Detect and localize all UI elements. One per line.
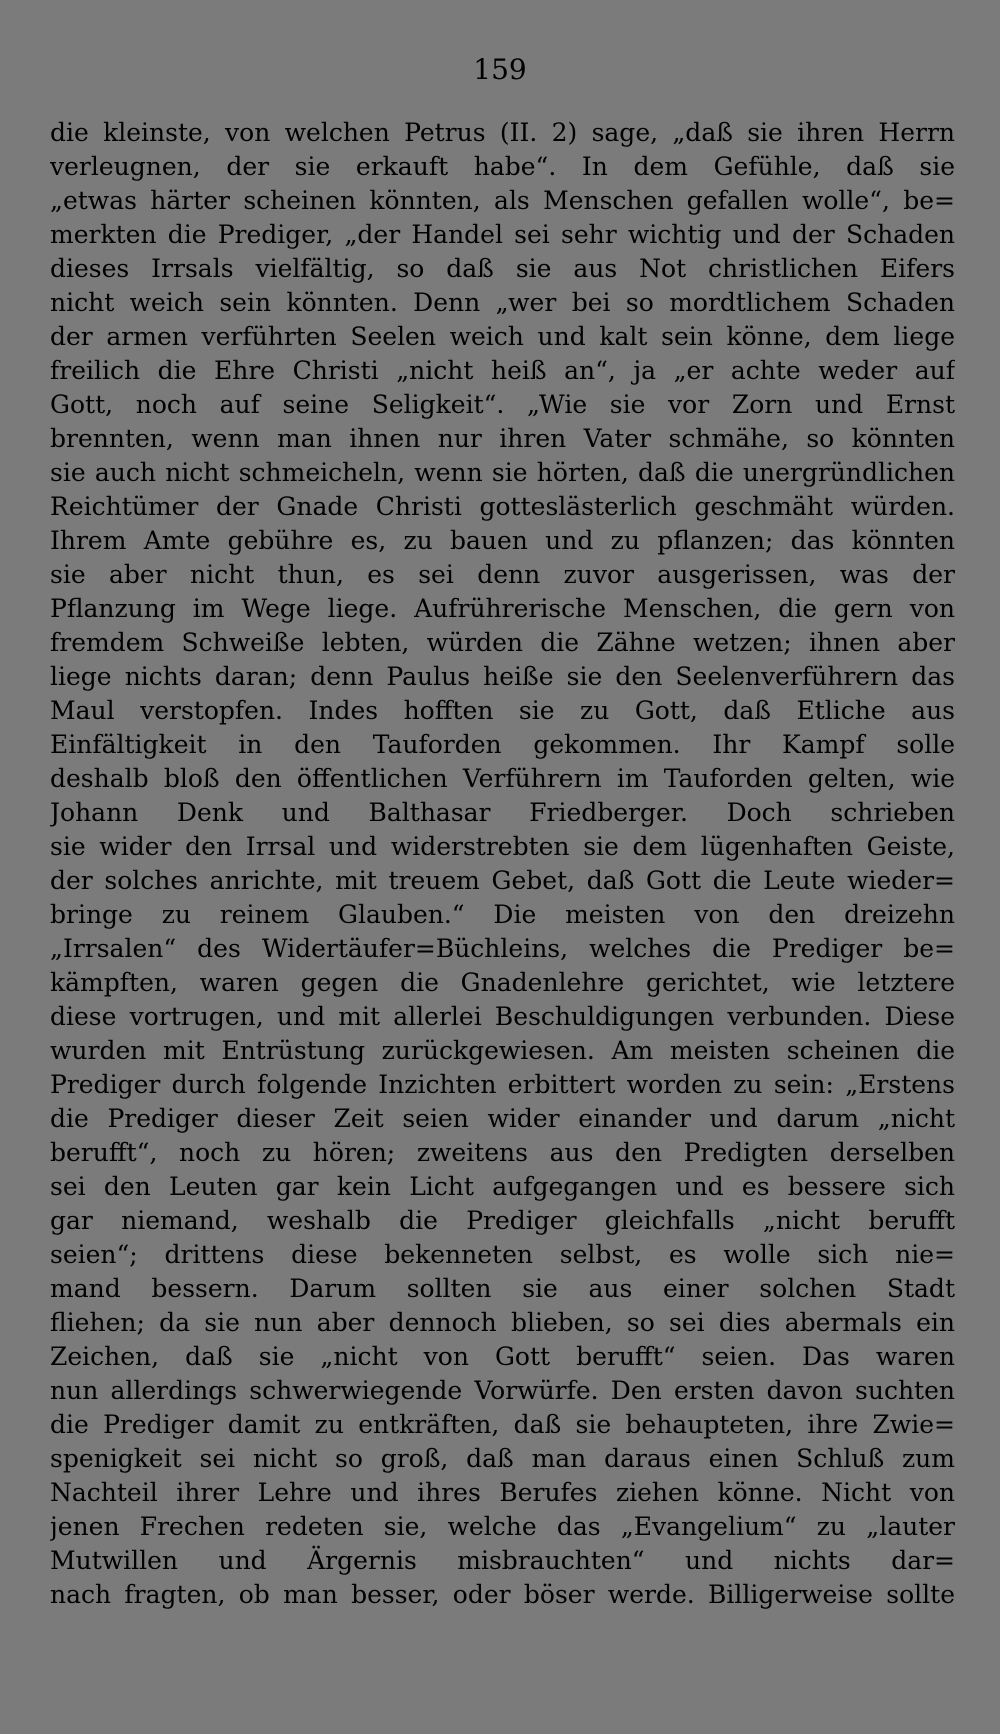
- text-line: Zeichen, daß sie „nicht von Gott berufft“ seien. Das waren: [50, 1342, 955, 1371]
- text-line: seien“; drittens diese bekenneten selbst, es wolle sich nie=: [50, 1240, 955, 1269]
- text-line: sie aber nicht thun, es sei denn zuvor ausgerissen, was der: [50, 560, 955, 589]
- text-line: deshalb bloß den öffentlichen Verführern im Tauforden gelten, wie: [50, 764, 955, 793]
- text-line: fliehen; da sie nun aber dennoch blieben, so sei dies abermals ein: [50, 1308, 955, 1337]
- text-line: diese vortrugen, und mit allerlei Beschuldigungen verbunden. Diese: [50, 1002, 955, 1031]
- text-line: nach fragten, ob man besser, oder böser werde. Billigerweise sollte: [50, 1580, 955, 1609]
- text-line: Maul verstopfen. Indes hofften sie zu Gott, daß Etliche aus: [50, 696, 955, 725]
- text-line: spenigkeit sei nicht so groß, daß man daraus einen Schluß zum: [50, 1444, 955, 1473]
- text-line: „Irrsalen“ des Widertäufer=Büchleins, welches die Prediger be=: [50, 934, 955, 963]
- text-line: der solches anrichte, mit treuem Gebet, daß Gott die Leute wieder=: [50, 866, 955, 895]
- text-line: wurden mit Entrüstung zurückgewiesen. Am meisten scheinen die: [50, 1036, 955, 1065]
- text-line: mand bessern. Darum sollten sie aus einer solchen Stadt: [50, 1274, 955, 1303]
- body-text: [50, 116, 955, 1612]
- text-line: dieses Irrsals vielfältig, so daß sie aus Not christlichen Eifers: [50, 254, 955, 283]
- text-line: Gott, noch auf seine Seligkeit“. „Wie sie vor Zorn und Ernst: [50, 390, 955, 419]
- text-line: berufft“, noch zu hören; zweitens aus den Predigten derselben: [50, 1138, 955, 1167]
- text-line: sie wider den Irrsal und widerstrebten sie dem lügenhaften Geiste,: [50, 832, 955, 861]
- text-line: Johann Denk und Balthasar Friedberger. Doch schrieben: [50, 798, 955, 827]
- text-line: die kleinste, von welchen Petrus (II. 2) sage, „daß sie ihren Herrn: [50, 118, 955, 147]
- text-line: liege nichts daran; denn Paulus heiße sie den Seelenverführern das: [50, 662, 955, 691]
- text-line: sei den Leuten gar kein Licht aufgegangen und es bessere sich: [50, 1172, 955, 1201]
- text-line: der armen verführten Seelen weich und kalt sein könne, dem liege: [50, 322, 955, 351]
- text-line: Nachteil ihrer Lehre und ihres Berufes ziehen könne. Nicht von: [50, 1478, 955, 1507]
- text-line: freilich die Ehre Christi „nicht heiß an“, ja „er achte weder auf: [50, 356, 955, 385]
- text-line: jenen Frechen redeten sie, welche das „Evangelium“ zu „lauter: [50, 1512, 955, 1541]
- text-line: sie auch nicht schmeicheln, wenn sie hörten, daß die unergründlichen: [50, 458, 955, 487]
- text-line: fremdem Schweiße lebten, würden die Zähne wetzen; ihnen aber: [50, 628, 955, 657]
- page-number: 159: [473, 53, 527, 86]
- text-line: merkten die Prediger, „der Handel sei sehr wichtig und der Schaden: [50, 220, 955, 249]
- text-line: Pflanzung im Wege liege. Aufrührerische Menschen, die gern von: [50, 594, 955, 623]
- text-line: gar niemand, weshalb die Prediger gleichfalls „nicht berufft: [50, 1206, 955, 1235]
- text-line: kämpften, waren gegen die Gnadenlehre gerichtet, wie letztere: [50, 968, 955, 997]
- text-line: Mutwillen und Ärgernis misbrauchten“ und nichts dar=: [50, 1546, 955, 1575]
- text-line: Prediger durch folgende Inzichten erbittert worden zu sein: „Erstens: [50, 1070, 955, 1099]
- text-line: Einfältigkeit in den Tauforden gekommen. Ihr Kampf solle: [50, 730, 955, 759]
- text-line: bringe zu reinem Glauben.“ Die meisten von den dreizehn: [50, 900, 955, 929]
- text-line: brennten, wenn man ihnen nur ihren Vater schmähe, so könnten: [50, 424, 955, 453]
- text-line: nun allerdings schwerwiegende Vorwürfe. Den ersten davon suchten: [50, 1376, 955, 1405]
- text-line: die Prediger damit zu entkräften, daß sie behaupteten, ihre Zwie=: [50, 1410, 955, 1439]
- text-line: Ihrem Amte gebühre es, zu bauen und zu pflanzen; das könnten: [50, 526, 955, 555]
- text-line: die Prediger dieser Zeit seien wider einander und darum „nicht: [50, 1104, 955, 1133]
- text-line: nicht weich sein könnten. Denn „wer bei so mordtlichem Schaden: [50, 288, 955, 317]
- text-line: verleugnen, der sie erkauft habe“. In dem Gefühle, daß sie: [50, 152, 955, 181]
- text-line: Reichtümer der Gnade Christi gotteslästerlich geschmäht würden.: [50, 492, 955, 521]
- text-line: „etwas härter scheinen könnten, als Menschen gefallen wolle“, be=: [50, 186, 955, 215]
